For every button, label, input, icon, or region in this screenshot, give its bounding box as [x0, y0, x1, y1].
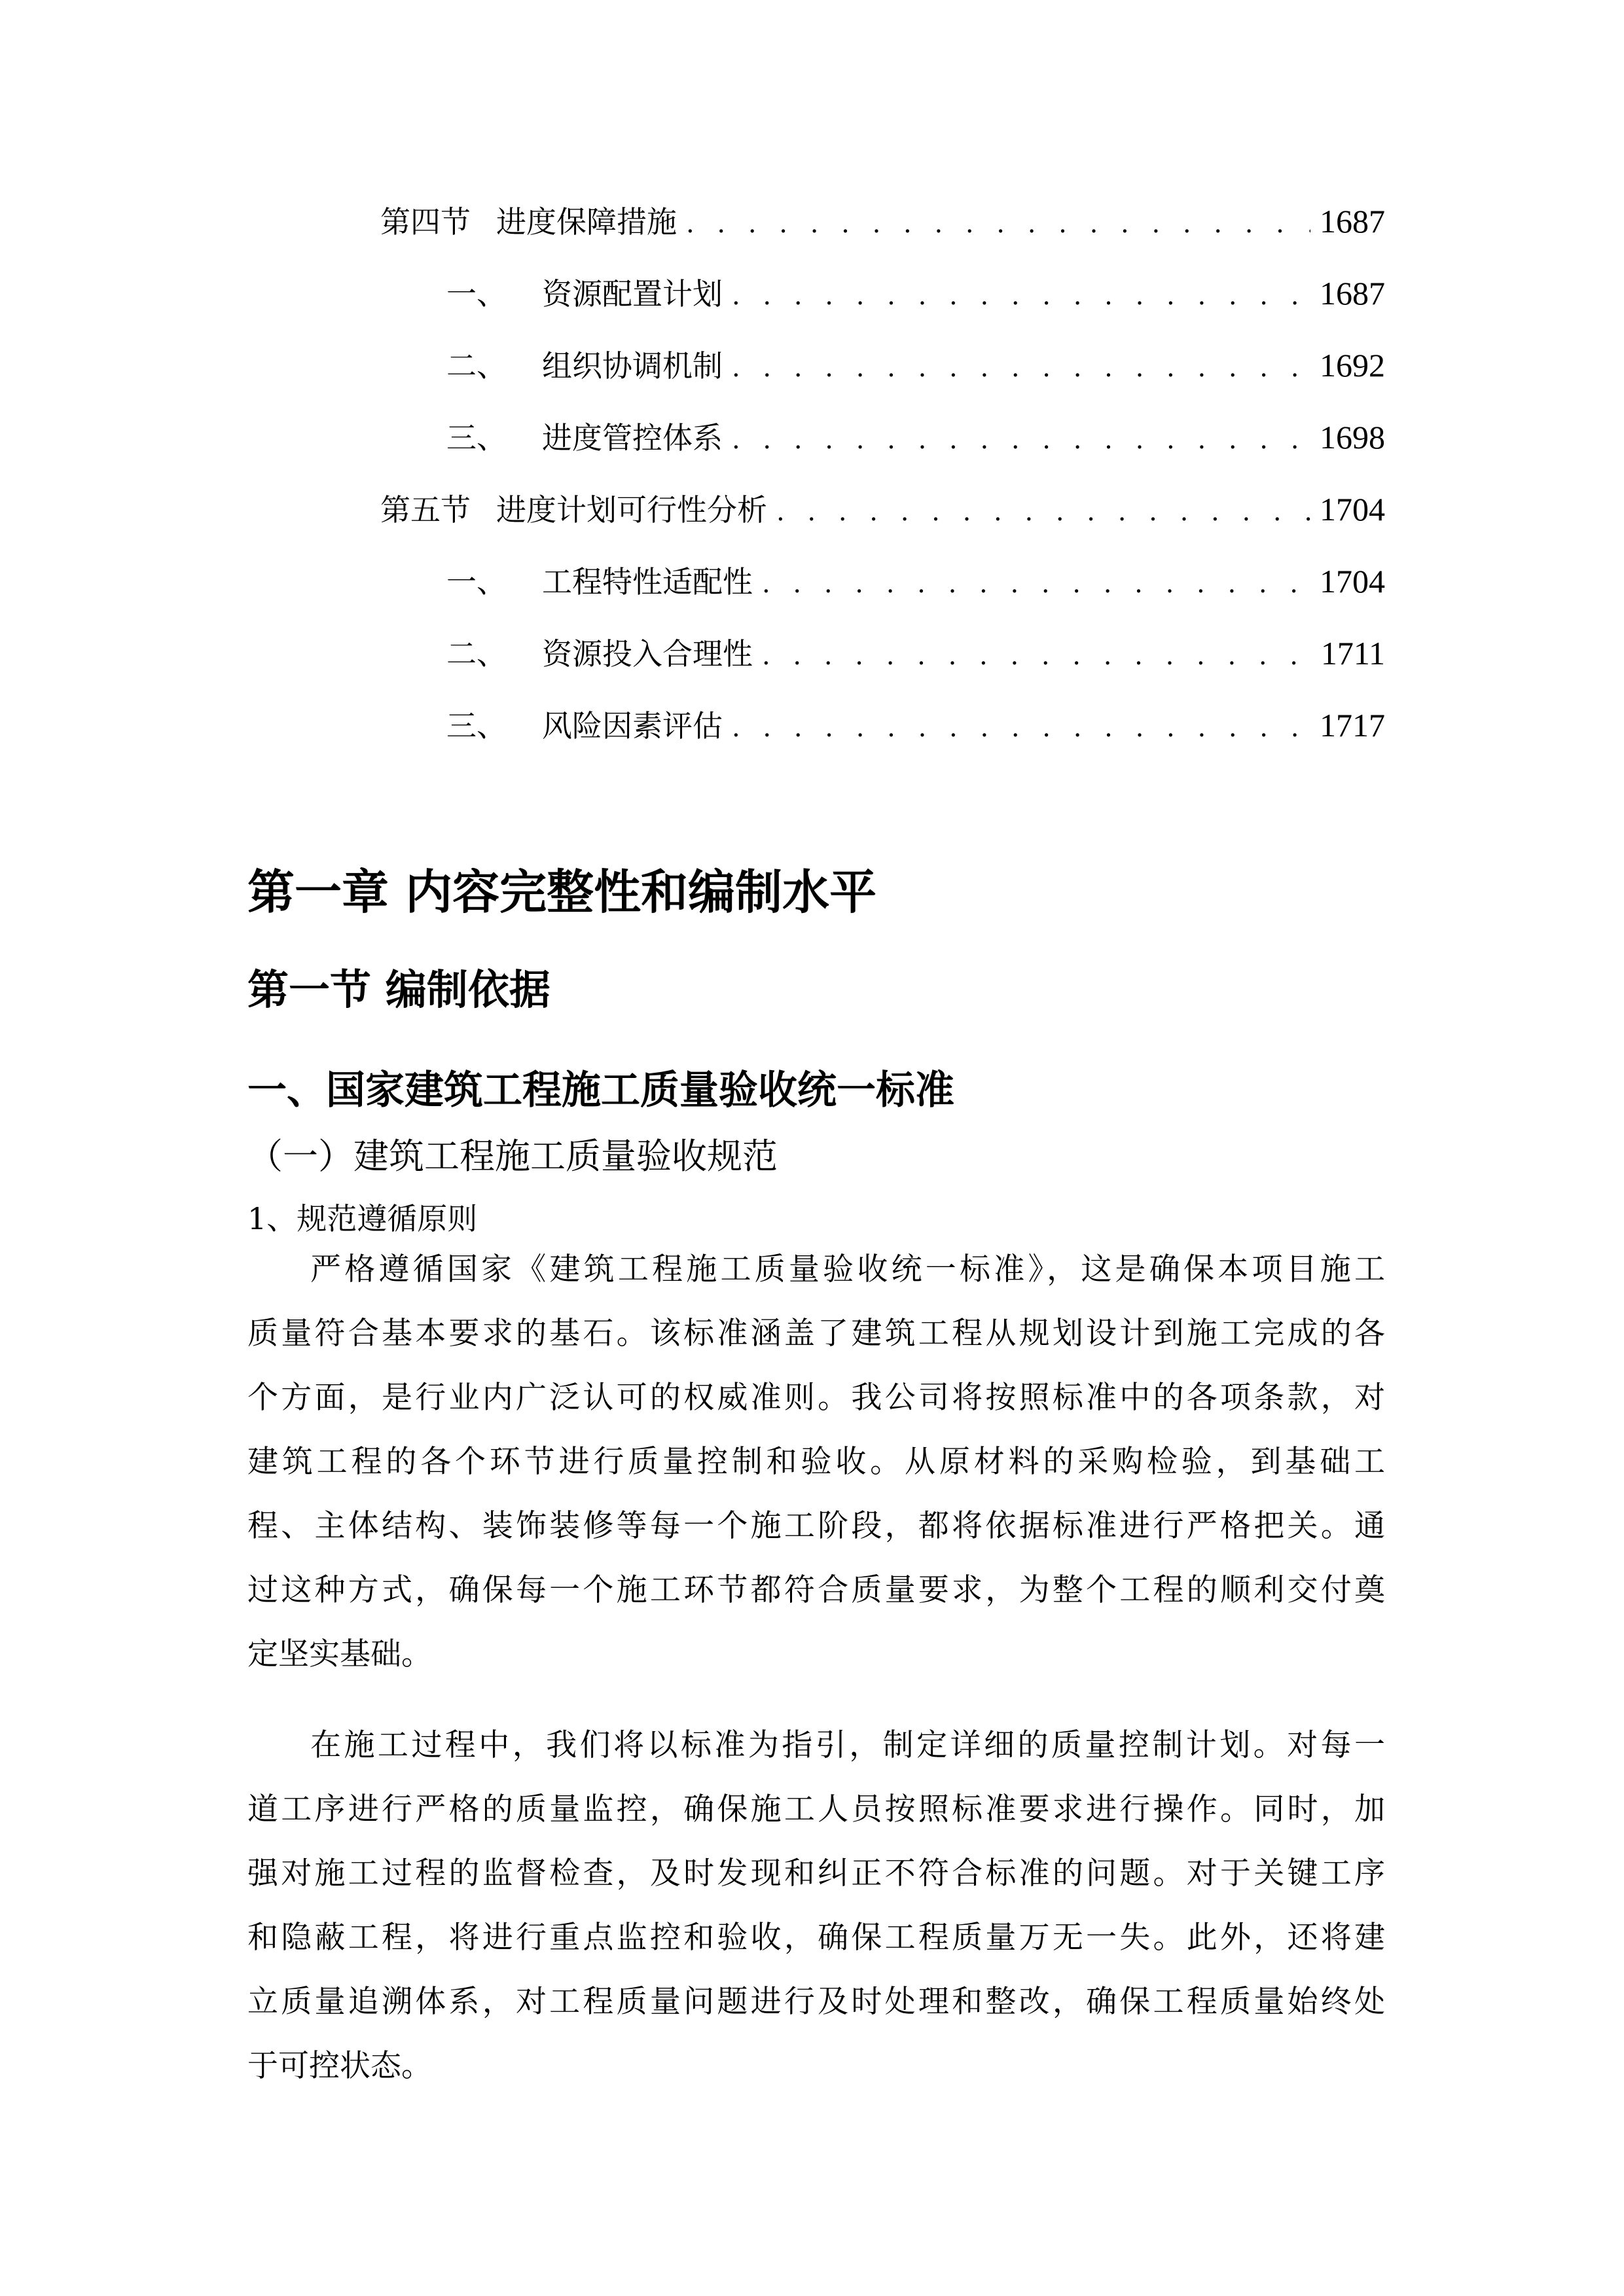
paragraph-line: 建筑工程的各个环节进行质量控制和验收。从原材料的采购检验，到基础工 [247, 1444, 1385, 1480]
toc-entry[interactable] [446, 272, 1385, 315]
subsection-heading: 一、国家建筑工程施工质量验收统一标准 [247, 1067, 954, 1113]
paragraph-line: 在施工过程中，我们将以标准为指引，制定详细的质量控制计划。对每一 [310, 1727, 1385, 1763]
toc-entry-number: 一、 [446, 564, 507, 600]
toc-entry-page: 1717 [1320, 707, 1385, 744]
chapter-heading: 第一章 内容完整性和编制水平 [247, 864, 877, 920]
toc-entry[interactable] [380, 488, 1385, 531]
section-heading: 第一节 编制依据 [247, 965, 550, 1014]
toc-entry-number: 二、 [446, 348, 507, 384]
toc-entry-number: 三、 [446, 708, 507, 744]
toc-entry-title: 进度管控体系 [542, 420, 723, 456]
toc-dot-leader [762, 562, 1310, 605]
toc-dot-leader [732, 346, 1310, 389]
paragraph-line: 立质量追溯体系，对工程质量问题进行及时处理和整改，确保工程质量始终处 [247, 1984, 1385, 2020]
toc-entry-number: 二、 [446, 636, 507, 672]
toc-entry[interactable] [446, 416, 1385, 459]
toc-entry-title: 进度保障措施 [496, 204, 677, 240]
toc-entry-number: 一、 [446, 276, 507, 312]
toc-entry[interactable] [446, 704, 1385, 747]
toc-entry-number: 三、 [446, 420, 507, 456]
toc-entry-title: 风险因素评估 [542, 708, 723, 744]
toc-entry[interactable] [446, 632, 1385, 675]
paragraph-line: 强对施工过程的监督检查，及时发现和纠正不符合标准的问题。对于关键工序 [247, 1856, 1385, 1892]
toc-entry[interactable] [446, 560, 1385, 603]
toc-dot-leader [732, 274, 1310, 317]
body-paragraph-1 [247, 1238, 1385, 1687]
toc-entry-page: 1692 [1320, 347, 1385, 384]
toc-dot-leader [776, 490, 1310, 533]
toc-dot-leader [732, 706, 1310, 749]
toc-dot-leader [686, 202, 1310, 245]
paragraph-line: 定坚实基础。 [247, 1636, 432, 1672]
toc-entry-title: 资源配置计划 [542, 276, 723, 312]
toc-entry[interactable] [380, 200, 1385, 243]
toc-dot-leader [762, 634, 1312, 677]
toc-entry-page: 1711 [1320, 635, 1385, 672]
toc-entry-title: 组织协调机制 [542, 348, 723, 384]
toc-entry-page: 1698 [1320, 419, 1385, 456]
toc-entry-page: 1704 [1320, 563, 1385, 600]
paragraph-line: 程、主体结构、装饰装修等每一个施工阶段，都将依据标准进行严格把关。通 [247, 1508, 1385, 1544]
toc-entry-page: 1704 [1320, 491, 1385, 528]
paragraph-line: 道工序进行严格的质量监控，确保施工人员按照标准要求进行操作。同时，加 [247, 1791, 1385, 1827]
paragraph-line: 过这种方式，确保每一个施工环节都符合质量要求，为整个工程的顺利交付奠 [247, 1572, 1385, 1608]
toc-entry-page: 1687 [1320, 203, 1385, 240]
paragraph-line: 个方面，是行业内广泛认可的权威准则。我公司将按照标准中的各项条款，对 [247, 1380, 1385, 1416]
toc-entry[interactable] [446, 344, 1385, 387]
toc-dot-leader [732, 418, 1310, 461]
toc-entry-number: 第五节 [380, 492, 471, 528]
point-heading: 1、规范遵循原则 [247, 1201, 478, 1236]
toc-entry-title: 进度计划可行性分析 [496, 492, 767, 528]
paragraph-line: 和隐蔽工程，将进行重点监控和验收，确保工程质量万无一失。此外，还将建 [247, 1920, 1385, 1956]
toc-entry-number: 第四节 [380, 204, 471, 240]
paragraph-line: 严格遵循国家《建筑工程施工质量验收统一标准》，这是确保本项目施工 [310, 1251, 1385, 1287]
paragraph-line: 于可控状态。 [247, 2048, 432, 2084]
body-paragraph-2 [247, 1713, 1385, 2098]
toc-entry-title: 工程特性适配性 [542, 564, 753, 600]
paragraph-line: 质量符合基本要求的基石。该标准涵盖了建筑工程从规划设计到施工完成的各 [247, 1316, 1385, 1352]
item-heading: （一）建筑工程施工质量验收规范 [247, 1136, 778, 1177]
toc-entry-title: 资源投入合理性 [542, 636, 753, 672]
toc-entry-page: 1687 [1320, 275, 1385, 312]
